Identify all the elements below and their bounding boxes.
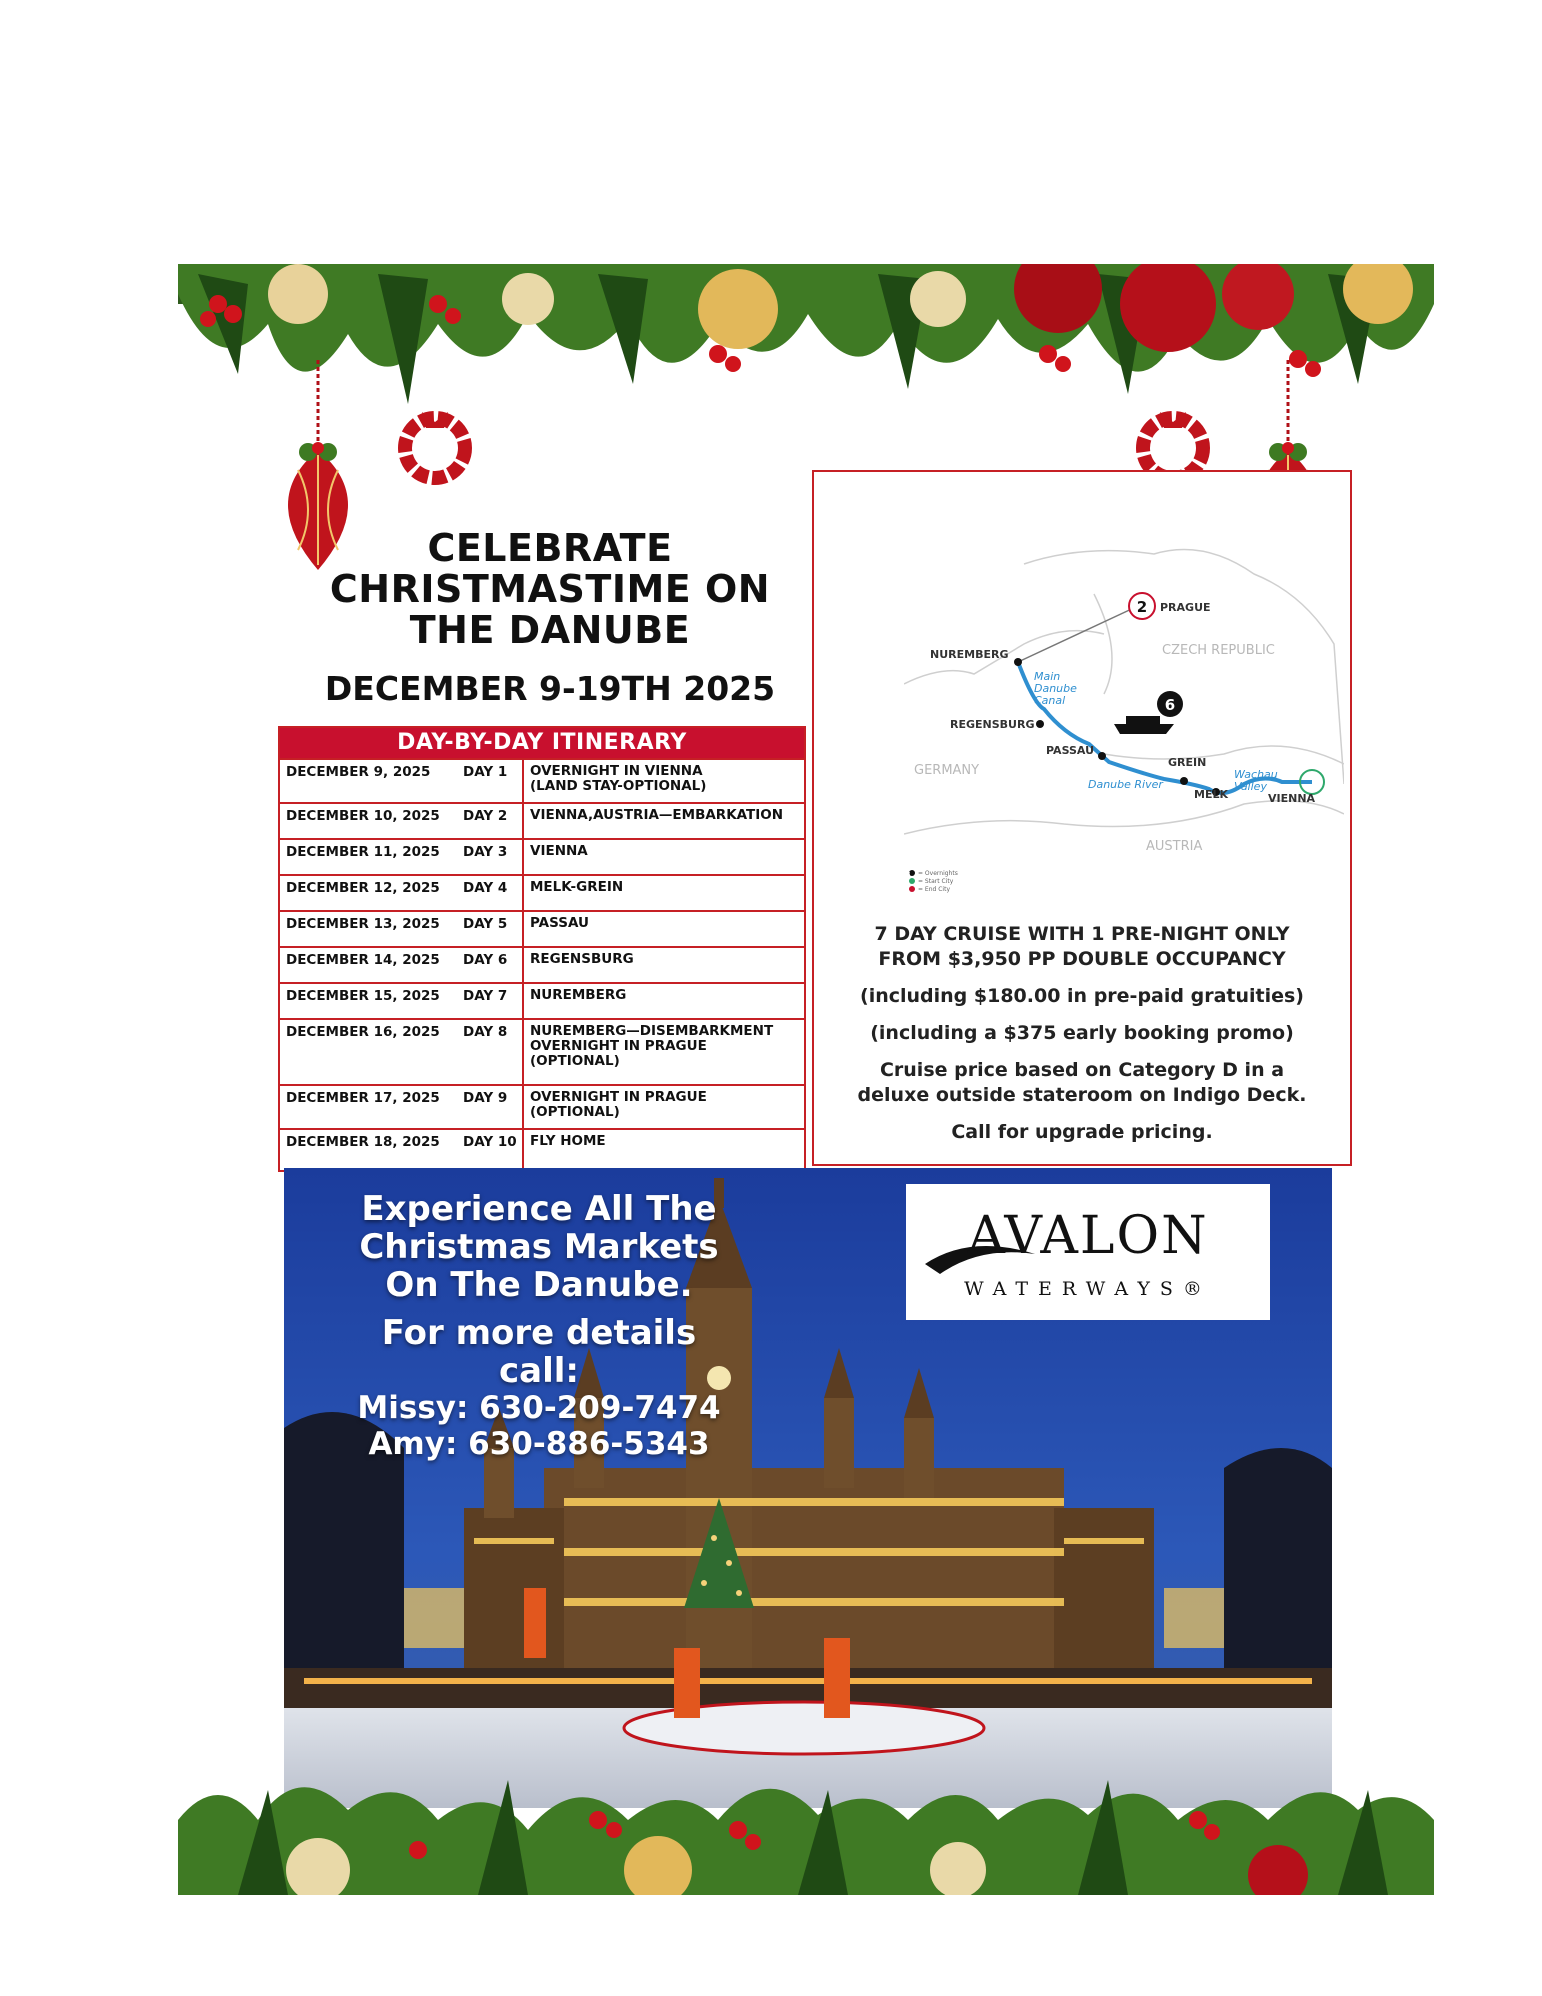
table-row bbox=[280, 946, 804, 982]
route-map bbox=[904, 534, 1344, 894]
details-label: For more details call: bbox=[381, 1313, 697, 1391]
tagline-line: Christmas Markets bbox=[359, 1227, 719, 1267]
desc-line: (OPTIONAL) bbox=[530, 1104, 620, 1120]
country-label: CZECH REPUBLIC bbox=[1162, 643, 1275, 658]
desc-line: PASSAU bbox=[530, 915, 589, 931]
headline-line: CELEBRATE bbox=[427, 526, 673, 570]
row-desc bbox=[522, 876, 804, 910]
price-note: Call for upgrade pricing. bbox=[951, 1121, 1213, 1143]
waterway-label: Danube bbox=[1034, 682, 1077, 695]
city-label: REGENSBURG bbox=[950, 718, 1035, 731]
logo-sub: WATERWAYS® bbox=[964, 1278, 1212, 1300]
itinerary-title: DAY-BY-DAY ITINERARY bbox=[280, 728, 804, 758]
table-row bbox=[280, 982, 804, 1018]
headline-line: CHRISTMASTIME ON bbox=[329, 567, 771, 611]
table-row bbox=[280, 758, 804, 802]
desc-line: VIENNA,AUSTRIA—EMBARKATION bbox=[530, 807, 784, 823]
city-label: GREIN bbox=[1168, 756, 1207, 769]
row-day: DAY 7 bbox=[463, 988, 508, 1004]
row-desc bbox=[522, 760, 804, 802]
city-label: PRAGUE bbox=[1160, 601, 1211, 614]
row-date: DECEMBER 15, 2025 bbox=[286, 988, 440, 1004]
tagline-line: On The Danube. bbox=[385, 1265, 693, 1305]
row-desc bbox=[522, 948, 804, 982]
table-row bbox=[280, 838, 804, 874]
prague-nights-badge: 2 bbox=[1136, 598, 1148, 616]
logo-brand: AVALON bbox=[967, 1206, 1209, 1266]
legend-badge: 1 bbox=[908, 872, 912, 878]
row-desc bbox=[522, 984, 804, 1018]
ship-nights-badge: 6 bbox=[1164, 696, 1176, 714]
headline bbox=[280, 528, 820, 651]
legend-item: = End City bbox=[918, 886, 951, 893]
row-date: DECEMBER 12, 2025 bbox=[286, 880, 440, 896]
row-day: DAY 2 bbox=[463, 808, 508, 824]
desc-line: (LAND STAY-OPTIONAL) bbox=[530, 778, 707, 794]
christmas-garland-bottom bbox=[178, 1760, 1434, 1895]
row-desc bbox=[522, 1086, 804, 1128]
row-date: DECEMBER 9, 2025 bbox=[286, 764, 431, 780]
promo-text bbox=[344, 1190, 734, 1462]
desc-line: (OPTIONAL) bbox=[530, 1053, 620, 1069]
table-row bbox=[280, 1084, 804, 1128]
waterway-label: Main bbox=[1034, 670, 1061, 683]
wreath-left bbox=[392, 398, 478, 488]
waterway-label: Wachau bbox=[1234, 768, 1278, 781]
contact-missy: Missy: 630-209-7474 bbox=[357, 1390, 721, 1426]
row-day: DAY 10 bbox=[463, 1134, 517, 1150]
row-date: DECEMBER 18, 2025 bbox=[286, 1134, 440, 1150]
row-desc bbox=[522, 804, 804, 838]
row-date: DECEMBER 14, 2025 bbox=[286, 952, 440, 968]
vienna-christmas-market-photo bbox=[284, 1168, 1332, 1808]
row-date: DECEMBER 16, 2025 bbox=[286, 1024, 440, 1040]
legend-item: = Overnights bbox=[918, 870, 958, 877]
row-day: DAY 5 bbox=[463, 916, 508, 932]
row-date: DECEMBER 13, 2025 bbox=[286, 916, 440, 932]
waterway-label: Danube River bbox=[1088, 778, 1163, 791]
desc-line: REGENSBURG bbox=[530, 951, 634, 967]
row-date: DECEMBER 10, 2025 bbox=[286, 808, 440, 824]
row-desc bbox=[522, 1020, 804, 1084]
price-note: (including $180.00 in pre-paid gratuities) bbox=[860, 985, 1304, 1007]
title-block bbox=[280, 528, 820, 708]
desc-line: FLY HOME bbox=[530, 1133, 606, 1149]
row-day: DAY 4 bbox=[463, 880, 508, 896]
row-desc bbox=[522, 912, 804, 946]
waterway-label: Valley bbox=[1234, 780, 1267, 793]
row-day: DAY 6 bbox=[463, 952, 508, 968]
city-label: MELK bbox=[1194, 788, 1228, 801]
pricing-text bbox=[814, 922, 1350, 1157]
city-label: NUREMBERG bbox=[930, 648, 1009, 661]
country-label: AUSTRIA bbox=[1146, 839, 1203, 854]
tagline-line: Experience All The bbox=[361, 1189, 717, 1229]
desc-line: OVERNIGHT IN PRAGUE bbox=[530, 1038, 707, 1054]
price-headline: 7 DAY CRUISE WITH 1 PRE-NIGHT ONLY FROM $3,950 PP DOUBLE OCCUPANCY bbox=[874, 923, 1290, 970]
waterway-label: Canal bbox=[1034, 694, 1066, 707]
row-desc bbox=[522, 1130, 804, 1170]
city-label: PASSAU bbox=[1046, 744, 1095, 757]
date-range: DECEMBER 9-19TH 2025 bbox=[324, 669, 776, 708]
desc-line: NUREMBERG—DISEMBARKMENT bbox=[530, 1023, 774, 1039]
legend-item: = Start City bbox=[918, 878, 954, 885]
row-day: DAY 1 bbox=[463, 764, 508, 780]
contact-amy: Amy: 630-886-5343 bbox=[368, 1426, 710, 1462]
row-day: DAY 3 bbox=[463, 844, 508, 860]
pricing-panel bbox=[812, 470, 1352, 1166]
table-row bbox=[280, 874, 804, 910]
price-note: (including a $375 early booking promo) bbox=[870, 1022, 1294, 1044]
country-label: GERMANY bbox=[914, 763, 980, 778]
desc-line: OVERNIGHT IN VIENNA bbox=[530, 763, 703, 779]
table-row bbox=[280, 1018, 804, 1084]
table-row bbox=[280, 1128, 804, 1170]
row-date: DECEMBER 11, 2025 bbox=[286, 844, 440, 860]
desc-line: NUREMBERG bbox=[530, 987, 627, 1003]
row-desc bbox=[522, 840, 804, 874]
headline-line: THE DANUBE bbox=[409, 608, 691, 652]
row-date: DECEMBER 17, 2025 bbox=[286, 1090, 440, 1106]
avalon-waterways-logo bbox=[906, 1184, 1270, 1320]
city-label: VIENNA bbox=[1268, 792, 1316, 805]
desc-line: MELK-GREIN bbox=[530, 879, 624, 895]
table-row bbox=[280, 802, 804, 838]
desc-line: OVERNIGHT IN PRAGUE bbox=[530, 1089, 707, 1105]
desc-line: VIENNA bbox=[530, 843, 588, 859]
itinerary-table bbox=[278, 726, 806, 1172]
row-day: DAY 9 bbox=[463, 1090, 508, 1106]
table-row bbox=[280, 910, 804, 946]
row-day: DAY 8 bbox=[463, 1024, 508, 1040]
price-note: Cruise price based on Category D in a deluxe outside stateroom on Indigo Deck. bbox=[857, 1059, 1307, 1106]
ship-icon bbox=[1114, 724, 1174, 734]
